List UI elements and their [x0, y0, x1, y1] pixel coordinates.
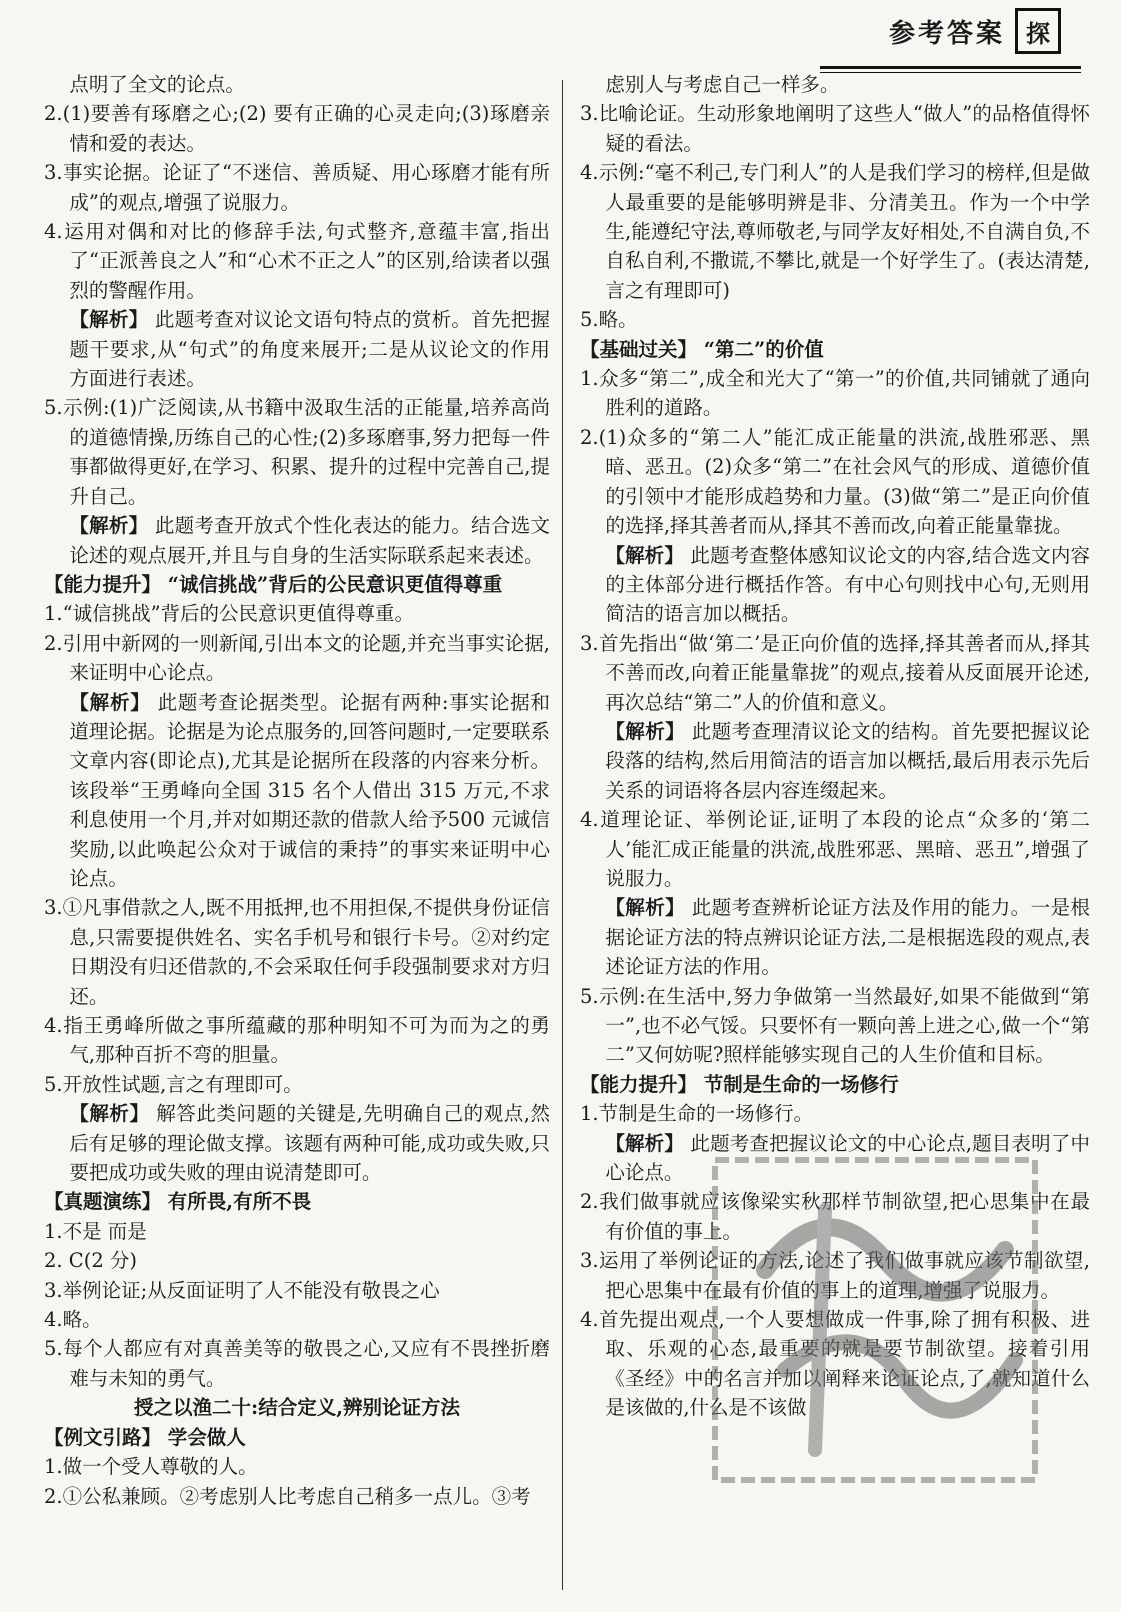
- analysis-tag: 【解析】: [605, 1131, 685, 1155]
- answer-item: 2.我们做事就应该像梁实秋那样节制欲望,把心思集中在最有价值的事上。: [580, 1190, 1090, 1243]
- page-header: [889, 8, 1061, 54]
- analysis-tag: 【解析】: [69, 514, 149, 538]
- section-heading: 【基础过关】 “第二”的价值: [580, 337, 824, 361]
- analysis-paragraph: [580, 541, 1090, 629]
- analysis-paragraph: [44, 688, 550, 894]
- analysis-text: 此题考查把握议论文的中心论点,题目表明了中心论点。: [605, 1131, 1090, 1185]
- answer-item: 3.运用了举例论证的方法,论述了我们做事就应该节制欲望,把心思集中在最有价值的事上的道理,增强了说服力。: [580, 1249, 1090, 1302]
- answer-item: 2.引用中新网的一则新闻,引出本文的论题,并充当事实论据,来证明中心论点。: [44, 631, 550, 685]
- answer-item: 5.每个人都应有对真善美等的敬畏之心,又应有不畏挫折磨难与未知的勇气。: [44, 1337, 550, 1390]
- analysis-paragraph: [44, 511, 550, 570]
- answer-item: 3.举例论证;从反面证明了人不能没有敬畏之心: [44, 1278, 440, 1302]
- continued-text: 虑别人与考虑自己一样多。: [605, 73, 840, 96]
- analysis-text: 此题考查论据类型。论据有两种:事实论据和道理论据。论据是为论点服务的,回答问题时,一定要联系文章内容(即论点),尤其是论据所在段落的内容来分析。该段举“王勇峰向全国 315 名个人借出 315 万元,不求利息使用一个月,并对如期还款的借款人给予500 元诚信奖励,以此唤起公众对于诚信的秉持”的事实来证明中心论点。: [69, 690, 550, 890]
- answer-item: 2.(1)众多的“第二人”能汇成正能量的洪流,战胜邪恶、黑暗、恶丑。(2)众多“第二”在社会风气的形成、道德价值的引领中才能形成趋势和力量。(3)做“第二”是正向价值的选择,择其善者而从,择其不善而改,向着正能量靠拢。: [580, 425, 1090, 538]
- answer-item: 5.开放性试题,言之有理即可。: [44, 1072, 303, 1096]
- answer-item: 5.略。: [580, 308, 638, 332]
- answer-item: 5.示例:(1)广泛阅读,从书籍中汲取生活的正能量,培养高尚的道德情操,历练自己的心性;(2)多琢磨事,努力把每一件事都做得更好,在学习、积累、提升的过程中完善自己,提升自己。: [44, 396, 550, 508]
- section-heading: 【能力提升】 节制是生命的一场修行: [580, 1072, 899, 1096]
- column-divider: [562, 80, 563, 1590]
- answer-item: 1.节制是生命的一场修行。: [580, 1102, 814, 1126]
- answer-item: 1.“诚信挑战”背后的公民意识更值得尊重。: [44, 602, 415, 626]
- analysis-paragraph: [580, 1129, 1090, 1188]
- answer-item: 3.①凡事借款之人,既不用抵押,也不用担保,不提供身份证信息,只需要提供姓名、实名手机号和银行卡号。②对约定日期没有归还借款的,不会采取任何手段强制要求对方归还。: [44, 896, 550, 1008]
- answer-item: 2.①公私兼顾。②考虑别人比考虑自己稍多一点儿。③考: [44, 1484, 531, 1508]
- section-heading: 【例文引路】 学会做人: [44, 1425, 246, 1449]
- answer-item: 1.不是 而是: [44, 1219, 147, 1243]
- answer-item: 3.事实论据。论证了“不迷信、善质疑、用心琢磨才能有所成”的观点,增强了说服力。: [44, 161, 550, 214]
- answer-item: 3.比喻论证。生动形象地阐明了这些人“做人”的品格值得怀疑的看法。: [580, 102, 1090, 155]
- answer-item: 4.略。: [44, 1308, 102, 1332]
- right-column: [580, 70, 1090, 1600]
- section-heading: 【能力提升】 “诚信挑战”背后的公民意识更值得尊重: [44, 572, 503, 596]
- answer-item: 4.道理论证、举例论证,证明了本段的论点“众多的‘第二人’能汇成正能量的洪流,战胜邪恶、黑暗、恶丑”,增强了说服力。: [580, 808, 1090, 890]
- header-title: 参考答案: [888, 18, 1005, 49]
- analysis-text: 此题考查理清议论文的结构。首先要把握议论段落的结构,然后用简洁的语言加以概括,最后用表示先后关系的词语将各层内容连缀起来。: [605, 719, 1090, 802]
- header-rule: [820, 66, 1081, 69]
- analysis-text: 此题考查对议论文语句特点的赏析。首先把握题干要求,从“句式”的角度来展开;二是从议论文的作用方面进行表述。: [69, 308, 550, 391]
- chapter-title: 授之以渔二十:结合定义,辨别论证方法: [134, 1396, 460, 1420]
- answer-item: 4.指王勇峰所做之事所蕴藏的那种明知不可为而为之的勇气,那种百折不弯的胆量。: [44, 1014, 550, 1067]
- analysis-text: 此题考查辨析论证方法及作用的能力。一是根据论证方法的特点辨识论证方法,二是根据选段的观点,表述论证方法的作用。: [605, 896, 1090, 979]
- answer-item: 3.首先指出“做‘第二’是正向价值的选择,择其善者而从,择其不善而改,向着正能量靠拢”的观点,接着从反面展开论述,再次总结“第二”人的价值和意义。: [580, 631, 1090, 714]
- continued-text: 点明了全文的论点。: [69, 73, 245, 96]
- analysis-paragraph: [580, 717, 1090, 805]
- logo-icon: 探: [1015, 8, 1061, 54]
- analysis-tag: 【解析】: [605, 896, 686, 920]
- section-heading: 【真题演练】 有所畏,有所不畏: [44, 1190, 312, 1214]
- answer-item: 2. C(2 分): [44, 1249, 138, 1273]
- answer-item: 4.运用对偶和对比的修辞手法,句式整齐,意蕴丰富,指出了“正派善良之人”和“心术不正之人”的区别,给读者以强烈的警醒作用。: [44, 220, 550, 302]
- analysis-paragraph: [44, 305, 550, 393]
- answer-item: 1.做一个受人尊敬的人。: [44, 1455, 258, 1479]
- answer-item: 5.示例:在生活中,努力争做第一当然最好,如果不能做到“第一”,也不必气馁。只要怀有一颗向善上进之心,做一个“第二”又何妨呢?照样能够实现自己的人生价值和目标。: [580, 984, 1090, 1067]
- analysis-tag: 【解析】: [605, 719, 686, 743]
- analysis-text: 此题考查整体感知议论文的内容,结合选文内容的主体部分进行概括作答。有中心句则找中心句,无则用简洁的语言加以概括。: [605, 543, 1090, 626]
- analysis-tag: 【解析】: [69, 308, 149, 332]
- answer-item: 2.(1)要善有琢磨之心;(2) 要有正确的心灵走向;(3)琢磨亲情和爱的表达。: [44, 102, 550, 155]
- analysis-text: 此题考查开放式个性化表达的能力。结合选文论述的观点展开,并且与自身的生活实际联系起来表述。: [69, 514, 550, 567]
- answer-item: 4.示例:“毫不利己,专门利人”的人是我们学习的榜样,但是做人最重要的是能够明辨是非、分清美丑。作为一个中学生,能遵纪守法,尊师敬老,与同学友好相处,不自满自负,不自私自利,不撒谎,不攀比,就是一个好学生了。(表达清楚,言之有理即可): [580, 161, 1090, 302]
- analysis-tag: 【解析】: [69, 690, 151, 714]
- answer-item: 4.首先提出观点,一个人要想做成一件事,除了拥有积极、进取、乐观的心态,最重要的就是要节制欲望。接着引用《圣经》中的名言并加以阐释来论证论点,了,就知道什么是该做的,什么是不该做: [580, 1308, 1090, 1420]
- analysis-text: 解答此类问题的关键是,先明确自己的观点,然后有足够的理论做支撑。该题有两种可能,成功或失败,只要把成功或失败的理由说清楚即可。: [69, 1102, 550, 1185]
- analysis-paragraph: [580, 893, 1090, 981]
- analysis-paragraph: [44, 1099, 550, 1187]
- analysis-tag: 【解析】: [605, 543, 685, 567]
- answer-item: 1.众多“第二”,成全和光大了“第一”的价值,共同铺就了通向胜利的道路。: [580, 367, 1090, 420]
- analysis-tag: 【解析】: [69, 1102, 150, 1126]
- left-column: [44, 70, 550, 1600]
